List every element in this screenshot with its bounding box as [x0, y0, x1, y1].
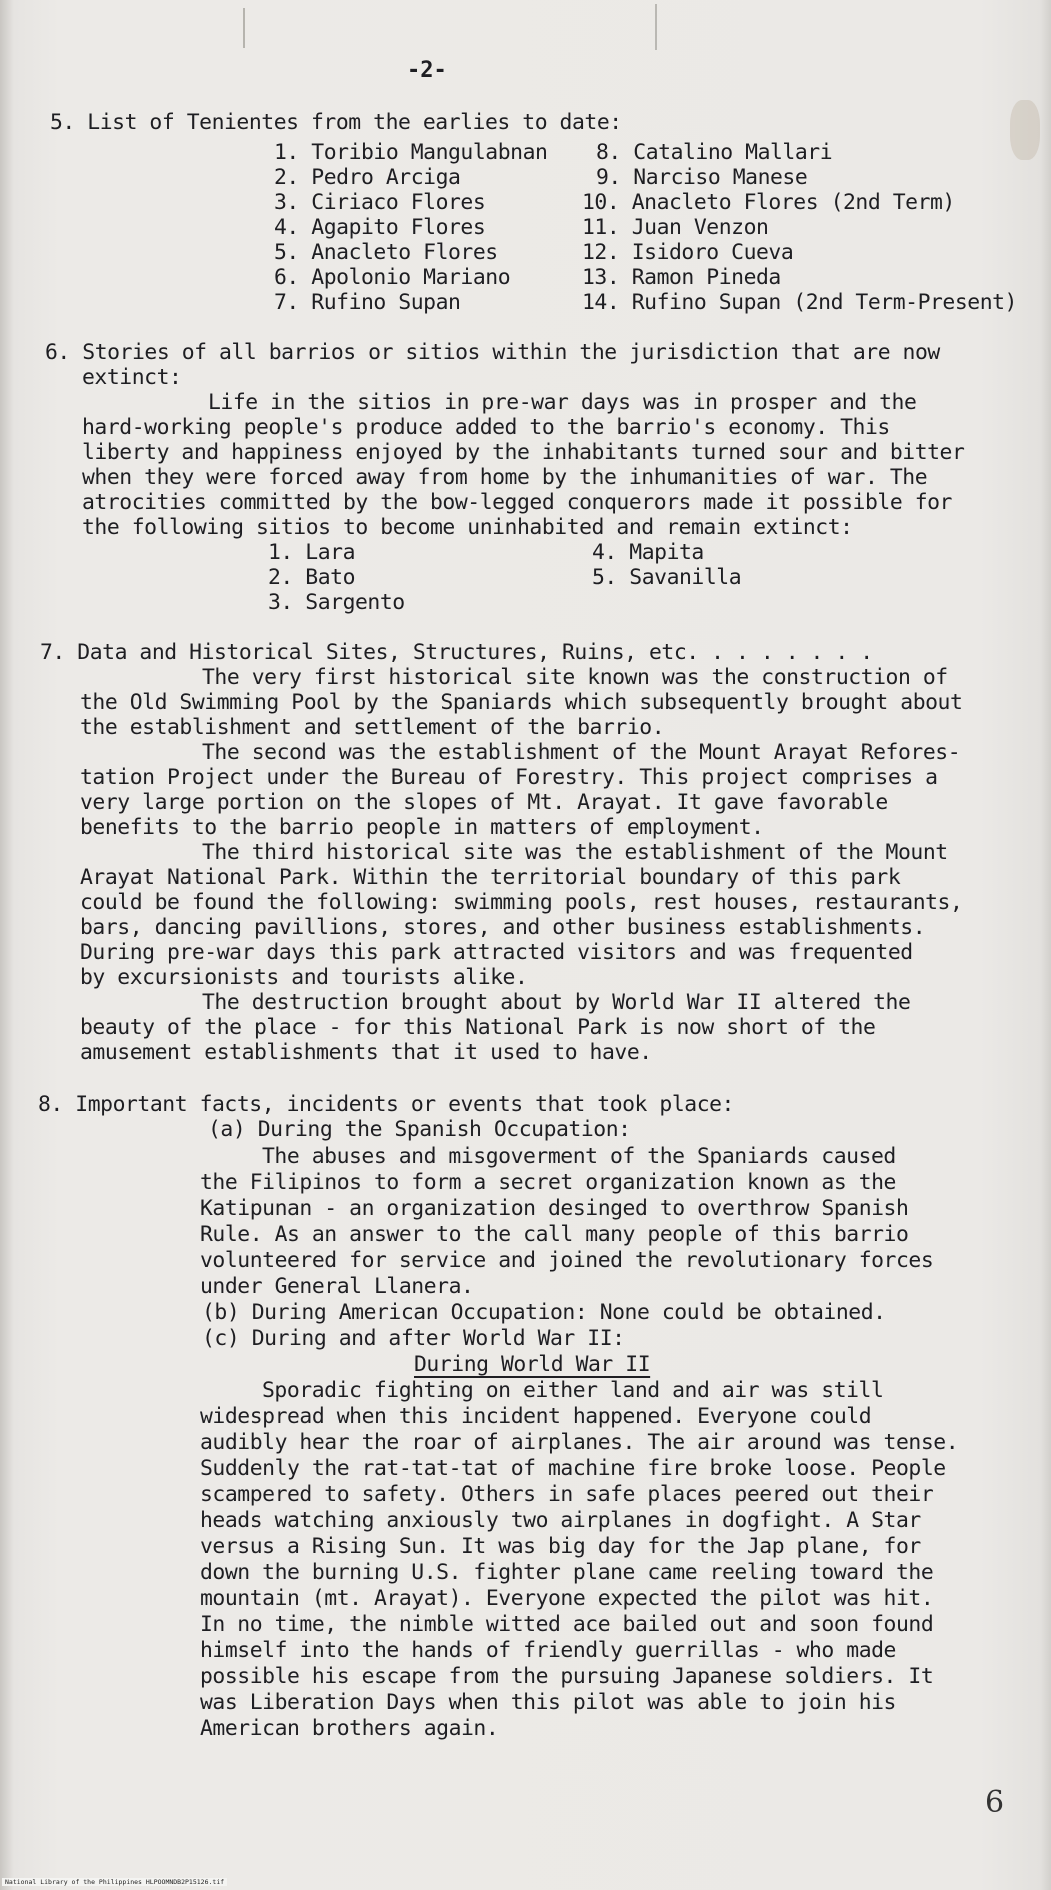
archive-footer: National Library of the Philippines HLPOOMNDB2P15126.tif [2, 1878, 227, 1886]
paragraph-line: himself into the hands of friendly guerrillas - who made [200, 1638, 896, 1663]
paragraph-line: During pre-war days this park attracted visitors and was frequented [80, 940, 913, 965]
paragraph-line: when they were forced away from home by the inhumanities of war. The [82, 465, 928, 490]
paragraph-line: scampered to safety. Others in safe places peered out their [200, 1482, 934, 1507]
paragraph-line: mountain (mt. Arayat). Everyone expected the pilot was hit. [200, 1586, 934, 1611]
paragraph-line: under General Llanera. [200, 1274, 474, 1299]
paragraph-line: Rule. As an answer to the call many people of this barrio [200, 1222, 909, 1247]
paragraph-line: Arayat National Park. Within the territorial boundary of this park [80, 865, 901, 890]
paragraph-line: atrocities committed by the bow-legged conquerors made it possible for [82, 490, 952, 515]
section-5-heading: 5. List of Tenientes from the earlies to date: [50, 110, 622, 135]
paragraph-line: beauty of the place - for this National Park is now short of the [80, 1015, 876, 1040]
paragraph-line: The second was the establishment of the Mount Arayat Refores- [202, 740, 961, 765]
page-number: -2- [407, 58, 447, 83]
sitio-list-item: 4. Mapita [592, 540, 704, 565]
subsection-c-heading: (c) During and after World War II: [202, 1326, 625, 1351]
teniente-list-item: 11. Juan Venzon [582, 215, 769, 240]
paragraph-line: possible his escape from the pursuing Japanese soldiers. It [200, 1664, 934, 1689]
paragraph-line: the Filipinos to form a secret organization known as the [200, 1170, 896, 1195]
paragraph-line: The abuses and misgoverment of the Spaniards caused [262, 1144, 896, 1169]
teniente-list-item: 1. Toribio Mangulabnan [274, 140, 548, 165]
teniente-list-item: 12. Isidoro Cueva [582, 240, 794, 265]
paragraph-line: the following sitios to become uninhabited and remain extinct: [82, 515, 853, 540]
paragraph-line: Suddenly the rat-tat-tat of machine fire broke loose. People [200, 1456, 946, 1481]
staple-mark [243, 8, 255, 48]
paragraph-line: very large portion on the slopes of Mt. Arayat. It gave favorable [80, 790, 888, 815]
paragraph-line: The third historical site was the establishment of the Mount [202, 840, 948, 865]
teniente-list-item: 4. Agapito Flores [274, 215, 486, 240]
paragraph-line: Katipunan - an organization desinged to overthrow Spanish [200, 1196, 909, 1221]
paragraph-line: benefits to the barrio people in matters of employment. [80, 815, 764, 840]
paragraph-line: widespread when this incident happened. Everyone could [200, 1404, 872, 1429]
paper-stain [1010, 100, 1040, 160]
paragraph-line: In no time, the nimble witted ace bailed out and soon found [200, 1612, 934, 1637]
paragraph-line: The destruction brought about by World War II altered the [202, 990, 911, 1015]
paragraph-line: was Liberation Days when this pilot was able to join his [200, 1690, 896, 1715]
paragraph-line: volunteered for service and joined the revolutionary forces [200, 1248, 934, 1273]
paragraph-line: amusement establishments that it used to have. [80, 1040, 652, 1065]
paragraph-line: bars, dancing pavillions, stores, and other business establishments. [80, 915, 926, 940]
section-6-heading: 6. Stories of all barrios or sitios within the jurisdiction that are now [45, 340, 940, 365]
paragraph-line: Life in the sitios in pre-war days was in prosper and the [208, 390, 917, 415]
section-7-heading: 7. Data and Historical Sites, Structures, Ruins, etc. . . . . . . . [40, 640, 873, 665]
paragraph-line: the Old Swimming Pool by the Spaniards which subsequently brought about [80, 690, 963, 715]
teniente-list-item: 2. Pedro Arciga [274, 165, 461, 190]
section-8-heading: 8. Important facts, incidents or events that took place: [38, 1092, 734, 1117]
teniente-list-item: 10. Anacleto Flores (2nd Term) [582, 190, 955, 215]
paragraph-line: American brothers again. [200, 1716, 499, 1741]
paragraph-line: tation Project under the Bureau of Forestry. This project comprises a [80, 765, 938, 790]
sitio-list-item: 1. Lara [268, 540, 355, 565]
paragraph-line: liberty and happiness enjoyed by the inhabitants turned sour and bitter [82, 440, 965, 465]
subsection-a-heading: (a) During the Spanish Occupation: [208, 1117, 631, 1142]
sitio-list-item: 5. Savanilla [592, 565, 742, 590]
teniente-list-item: 13. Ramon Pineda [582, 265, 781, 290]
section-6-heading: extinct: [82, 365, 182, 390]
paragraph-line: the establishment and settlement of the barrio. [80, 715, 665, 740]
sitio-list-item: 2. Bato [268, 565, 355, 590]
handwritten-page-mark: 6 [985, 1785, 1005, 1820]
teniente-list-item: 8. Catalino Mallari [596, 140, 833, 165]
teniente-list-item: 6. Apolonio Mariano [274, 265, 511, 290]
paragraph-line: heads watching anxiously two airplanes in dogfight. A Star [200, 1508, 921, 1533]
paragraph-line: down the burning U.S. fighter plane came reeling toward the [200, 1560, 934, 1585]
teniente-list-item: 5. Anacleto Flores [274, 240, 498, 265]
teniente-list-item: 14. Rufino Supan (2nd Term-Present) [582, 290, 1017, 315]
paragraph-line: could be found the following: swimming pools, rest houses, restaurants, [80, 890, 963, 915]
wwii-story-title: During World War II [414, 1352, 651, 1377]
sitio-list-item: 3. Sargento [268, 590, 405, 615]
paragraph-line: versus a Rising Sun. It was big day for the Jap plane, for [200, 1534, 921, 1559]
paragraph-line: audibly hear the roar of airplanes. The air around was tense. [200, 1430, 959, 1455]
paragraph-line: Sporadic fighting on either land and air was still [262, 1378, 884, 1403]
paragraph-line: hard-working people's produce added to the barrio's economy. This [82, 415, 890, 440]
paragraph-line: The very first historical site known was the construction of [202, 665, 948, 690]
teniente-list-item: 3. Ciriaco Flores [274, 190, 486, 215]
teniente-list-item: 7. Rufino Supan [274, 290, 461, 315]
staple-mark [655, 4, 665, 50]
teniente-list-item: 9. Narciso Manese [596, 165, 808, 190]
subsection-b-heading: (b) During American Occupation: None could be obtained. [202, 1300, 886, 1325]
paragraph-line: by excursionists and tourists alike. [80, 965, 528, 990]
